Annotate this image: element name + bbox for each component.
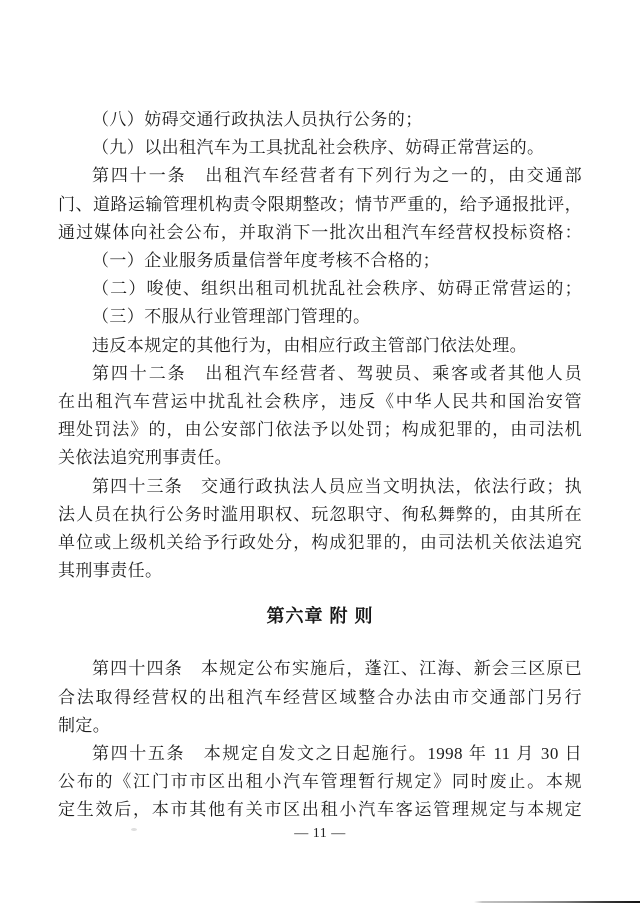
scan-artifact-line xyxy=(474,901,640,903)
text-line: 第四十四条 本规定公布实施后，蓬江、江海、新会三区原已 xyxy=(92,659,582,679)
text-line: 关依法追究刑事责任。 xyxy=(58,448,232,468)
text-line: 制定。 xyxy=(58,715,111,735)
text-line: 门、道路运输管理机构责令限期整改；情节严重的，给予通报批评， xyxy=(58,194,582,214)
scan-artifact-dot xyxy=(131,828,137,831)
text-line: 法人员在执行公务时滥用职权、玩忽职守、徇私舞弊的，由其所在 xyxy=(58,504,582,524)
text-line: 合法取得经营权的出租汽车经营区域整合办法由市交通部门另行 xyxy=(58,687,582,707)
text-line: 在出租汽车营运中扰乱社会秩序，违反《中华人民共和国治安管 xyxy=(58,392,582,412)
text-line: （九）以出租汽车为工具扰乱社会秩序、妨碍正常营运的。 xyxy=(92,138,545,158)
text-line: （八）妨碍交通行政执法人员执行公务的； xyxy=(92,110,423,129)
page-number: — 11 — xyxy=(294,825,346,841)
article-block-upper xyxy=(58,106,582,585)
text-line: 第四十五条 本规定自发文之日起施行。1998 年 11 月 30 日 xyxy=(92,744,582,764)
text-line: 单位或上级机关给予行政处分，构成犯罪的，由司法机关依法追究 xyxy=(58,533,582,553)
text-line: 理处罚法》的，由公安部门依法予以处罚；构成犯罪的，由司法机 xyxy=(58,420,582,440)
text-line: 公布的《江门市市区出租小汽车管理暂行规定》同时废止。本规 xyxy=(58,772,582,792)
text-line: 定生效后，本市其他有关市区出租小汽车客运管理规定与本规定 xyxy=(58,800,582,820)
text-line: 第四十二条 出租汽车经营者、驾驶员、乘客或者其他人员 xyxy=(92,363,582,383)
chapter-heading: 第六章 附 则 xyxy=(266,606,374,627)
text-line: （二）唆使、组织出租司机扰乱社会秩序、妨碍正常营运的； xyxy=(92,279,582,299)
article-block-lower xyxy=(58,655,582,824)
text-line: 第四十三条 交通行政执法人员应当文明执法，依法行政；执 xyxy=(92,476,582,496)
text-line: （三）不服从行业管理部门管理的。 xyxy=(92,307,371,327)
text-line: （一）企业服务质量信誉年度考核不合格的； xyxy=(92,251,440,271)
text-line: 违反本规定的其他行为，由相应行政主管部门依法处理。 xyxy=(92,335,527,355)
text-line: 第四十一条 出租汽车经营者有下列行为之一的，由交通部 xyxy=(92,166,582,186)
text-line: 通过媒体向社会公布，并取消下一批次出租汽车经营权投标资格： xyxy=(58,222,582,242)
text-line: 其刑事责任。 xyxy=(58,561,163,581)
